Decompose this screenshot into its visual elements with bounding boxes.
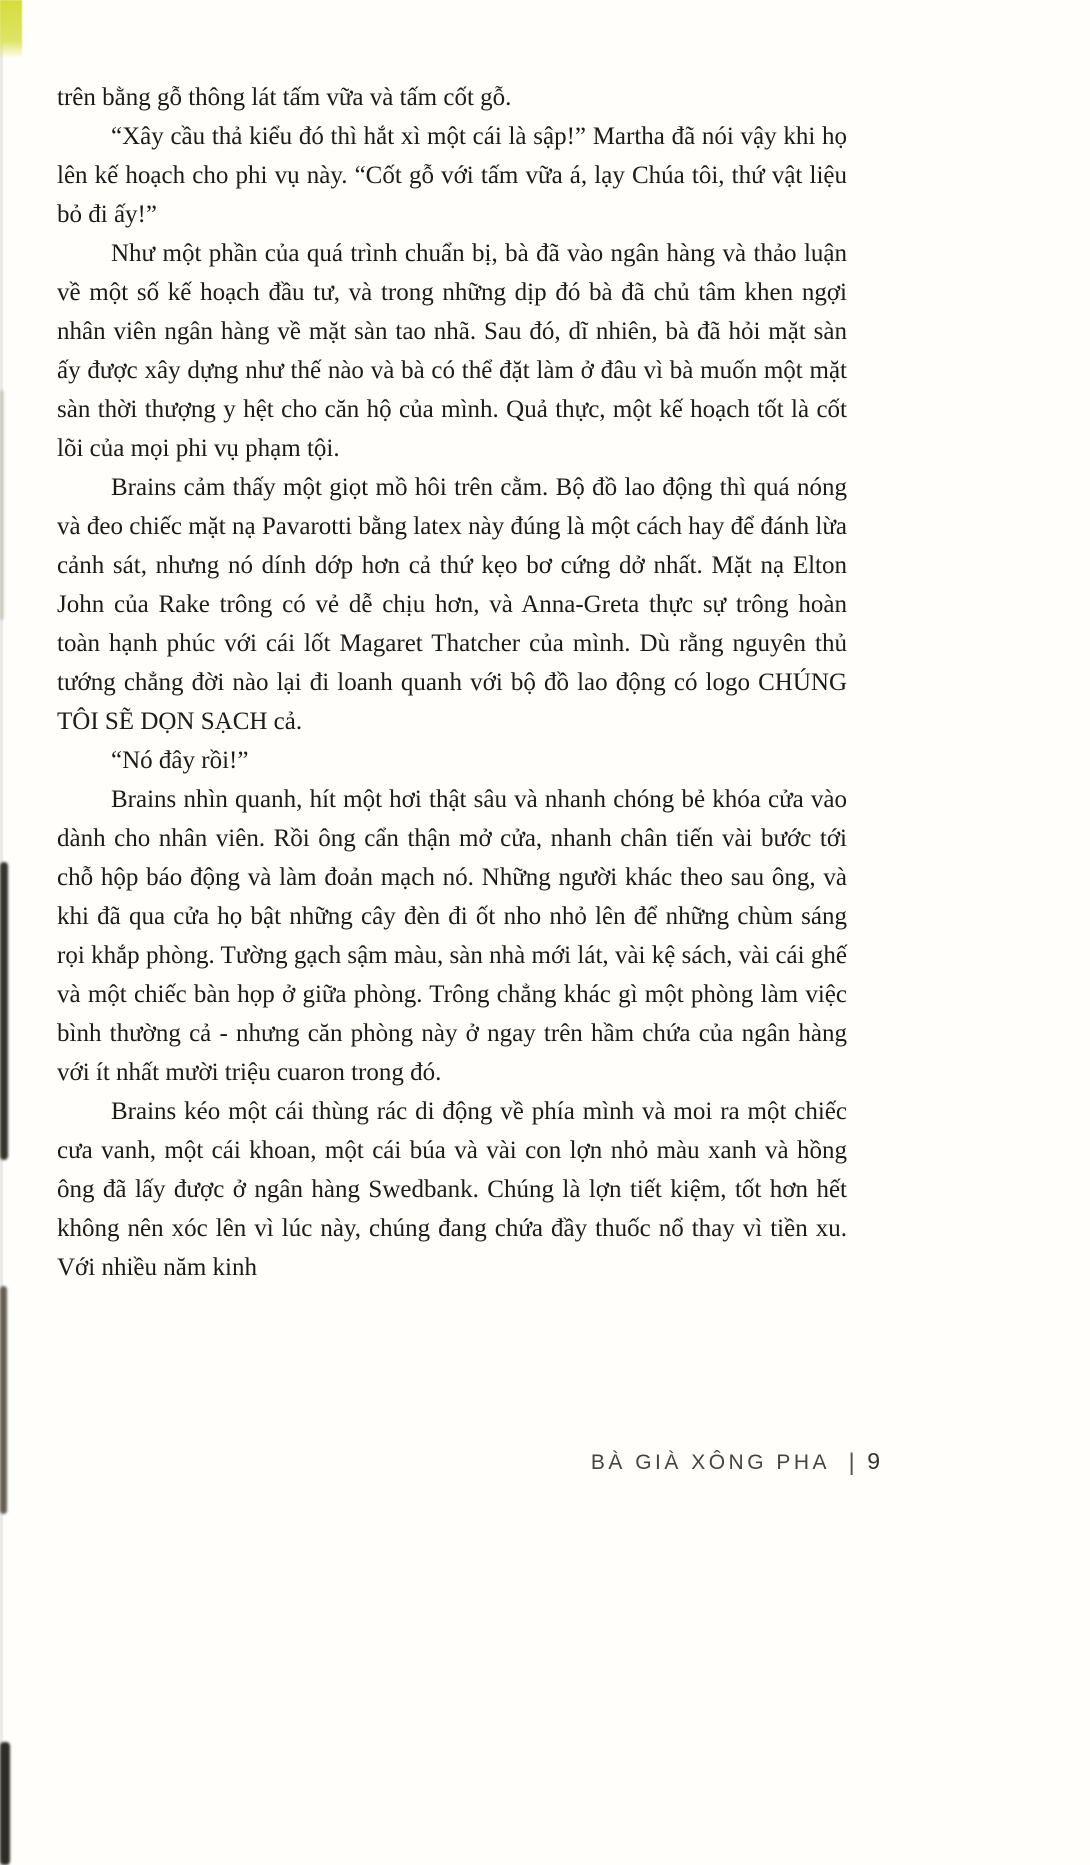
page-edge-smudge: [0, 1742, 10, 1865]
paragraph: Như một phần của quá trình chuẩn bị, bà đã vào ngân hàng và thảo luận về một số kế hoạch đầu tư, và trong những dịp đó bà đã chủ tâm khen ngợi nhân viên ngân hàng về mặt sàn tao nhã. Sau đó, dĩ nhiên, bà đã hỏi mặt sàn ấy được xây dựng như thế nào và bà có thể đặt làm ở đâu vì bà muốn một mặt sàn thời thượng y hệt cho căn hộ của mình. Quả thực, một kế hoạch tốt là cốt lõi của mọi phi vụ phạm tội.: [57, 240, 847, 462]
paragraph: Brains kéo một cái thùng rác di động về phía mình và moi ra một chiếc cưa vanh, một cái khoan, một cái búa và vài con lợn nhỏ màu xanh và hồng ông đã lấy được ở ngân hàng Swedbank. Chúng là lợn tiết kiệm, tốt hơn hết không nên xóc lên vì lúc này, chúng đang chứa đầy thuốc nổ thay vì tiền xu. Với nhiều năm kinh: [57, 1098, 847, 1281]
page-number: 9: [867, 1448, 880, 1474]
page-edge-smudge: [0, 390, 4, 620]
paragraph: Brains nhìn quanh, hít một hơi thật sâu và nhanh chóng bẻ khóa cửa vào dành cho nhân viên. Rồi ông cẩn thận mở cửa, nhanh chân tiến vài bước tới chỗ hộp báo động và làm đoản mạch nó. Những người khác theo sau ông, và khi đã qua cửa họ bật những cây đèn đi ốt nho nhỏ lên để những chùm sáng rọi khắp phòng. Tường gạch sậm màu, sàn nhà mới lát, vài kệ sách, vài cái ghế và một chiếc bàn họp ở giữa phòng. Trông chẳng khác gì một phòng làm việc bình thường cả - nhưng căn phòng này ở ngay trên hầm chứa của ngân hàng với ít nhất mười triệu cuaron trong đó.: [57, 786, 847, 1086]
paragraph: “Nó đây rồi!”: [111, 747, 249, 774]
page-edge-smudge: [0, 862, 8, 1160]
paragraph: trên bằng gỗ thông lát tấm vữa và tấm cốt gỗ.: [57, 84, 512, 111]
page-edge-smudge: [0, 1286, 7, 1514]
paragraph: “Xây cầu thả kiểu đó thì hắt xì một cái là sập!” Martha đã nói vậy khi họ lên kế hoạch cho phi vụ này. “Cốt gỗ với tấm vữa á, lạy Chúa tôi, thứ vật liệu bỏ đi ấy!”: [57, 123, 847, 228]
paragraph: Brains cảm thấy một giọt mồ hôi trên cằm. Bộ đồ lao động thì quá nóng và đeo chiếc mặt nạ Pavarotti bằng latex này đúng là một cách hay để đánh lừa cảnh sát, nhưng nó dính dớp hơn cả thứ kẹo bơ cứng dở nhất. Mặt nạ Elton John của Rake trông có vẻ dễ chịu hơn, và Anna-Greta thực sự trông hoàn toàn hạnh phúc với cái lốt Magaret Thatcher của mình. Dù rằng nguyên thủ tướng chẳng đời nào lại đi loanh quanh với bộ đồ lao động có logo CHÚNG TÔI SẼ DỌN SẠCH cả.: [57, 474, 847, 735]
running-title: BÀ GIÀ XÔNG PHA: [590, 1451, 831, 1474]
page-footer: [57, 1448, 880, 1476]
page-edge-yellow-mark: [0, 0, 22, 58]
footer-separator: |: [848, 1449, 855, 1476]
page-text-block: [57, 78, 847, 1287]
